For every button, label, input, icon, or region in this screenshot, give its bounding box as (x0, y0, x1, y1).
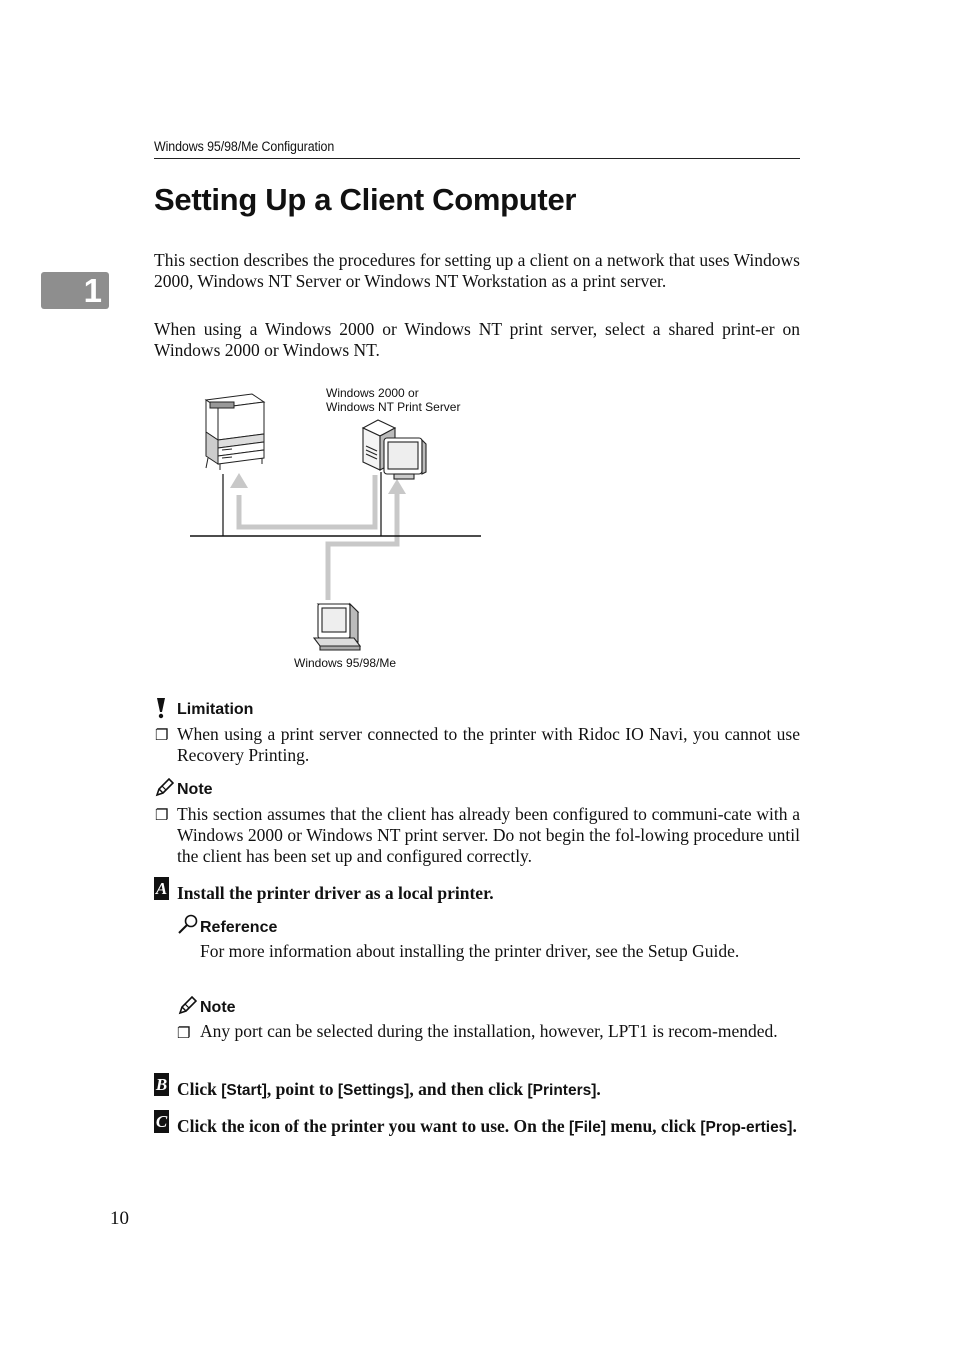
ui-key-settings: [Settings] (337, 1082, 410, 1099)
step-text-part: Click the icon of the printer you want to use. On the (177, 1116, 569, 1136)
chapter-tab (41, 272, 109, 309)
note-heading: Note (177, 781, 213, 798)
header-rule (154, 158, 800, 159)
checkbox-icon: ❐ (155, 726, 169, 744)
step-text-part: , point to (266, 1079, 338, 1099)
step-2-text (177, 1079, 601, 1101)
step-text-part: . (792, 1116, 797, 1136)
step-text-part: menu, click (606, 1116, 701, 1136)
step-1-text: Install the printer driver as a local printer. (177, 883, 494, 903)
ui-key-printers: [Printers] (527, 1082, 597, 1099)
printer-icon (206, 394, 264, 470)
ui-key-properties: [Prop-erties] (700, 1119, 793, 1136)
intro-paragraph: This section describes the procedures for setting up a client on a network that uses Windows 2000, Windows NT Server or Windows NT Workstation as a print server. (154, 250, 800, 291)
exclamation-icon (154, 697, 174, 719)
arrow-up-icon (230, 473, 248, 488)
flow-path-server-to-printer (239, 475, 375, 527)
server-label-line: Windows NT Print Server (326, 400, 461, 414)
pencil-icon (177, 996, 197, 1021)
magnifier-icon (177, 914, 199, 939)
reference-heading: Reference (200, 919, 278, 936)
step-number-2: B (155, 1075, 168, 1094)
reference-text: For more information about installing the printer driver, see the Setup Guide. (200, 941, 740, 961)
page-number: 10 (110, 1208, 129, 1229)
arrow-up-icon (388, 479, 406, 494)
step-3-text (177, 1116, 800, 1138)
step-number-1: A (155, 879, 168, 898)
network-diagram (180, 380, 500, 680)
server-label-line: Windows 2000 or (326, 386, 419, 400)
step-number-3: C (155, 1112, 168, 1131)
intro-paragraph: When using a Windows 2000 or Windows NT print server, select a shared print-er on Windows 2000 or Windows NT. (154, 319, 800, 360)
client-computer-icon (314, 604, 360, 650)
server-label (326, 386, 460, 414)
step-1-note-item: Any port can be selected during the installation, however, LPT1 is recom-mended. (200, 1021, 778, 1041)
running-head: Windows 95/98/Me Configuration (154, 139, 335, 154)
ui-key-file: [File] (568, 1119, 606, 1136)
step-text-part: . (596, 1079, 601, 1099)
page-title: Setting Up a Client Computer (154, 182, 577, 217)
client-label: Windows 95/98/Me (294, 656, 397, 670)
server-computer-icon (363, 420, 426, 479)
limitation-item: When using a print server connected to the printer with Ridoc IO Navi, you cannot use Recovery Printing. (177, 724, 800, 765)
network-diagram-drawing (180, 380, 500, 680)
chapter-number: 1 (83, 272, 102, 309)
step-text-part: Click (177, 1079, 222, 1099)
ui-key-start: [Start] (221, 1082, 267, 1099)
checkbox-icon: ❐ (155, 806, 169, 824)
step-text-part: , and then click (409, 1079, 528, 1099)
checkbox-icon: ❐ (177, 1024, 191, 1042)
limitation-heading: Limitation (177, 701, 254, 718)
flow-path-client-to-server (328, 490, 397, 600)
pencil-icon (154, 778, 174, 803)
note-item: This section assumes that the client has already been configured to communi-cate with a Windows 2000 or Windows NT print server. Do not begin the fol-lowing procedure until the client has been set up and configured correctly. (177, 804, 800, 866)
step-1-note-heading: Note (200, 999, 236, 1016)
